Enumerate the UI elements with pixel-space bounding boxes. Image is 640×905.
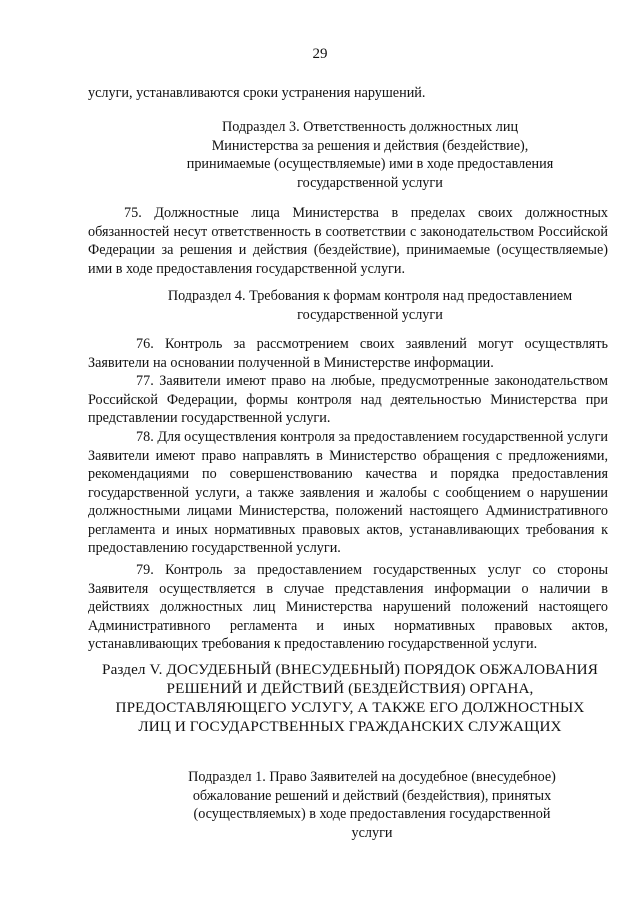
paragraph-78: 78. Для осуществления контроля за предоставлением государственной услуги Заявители имеют право направлять в Министерство обращения с предложениями, рекомендациями по совершенствованию качества и порядка предоставления государственной услуги, а также заявления и жалобы с сообщением о нарушении должностными лицами Министерства, положений настоящего Административного регламента и иных нормативных правовых актов, устанавливающих требования к предоставлению государственной услуги.: [88, 429, 608, 556]
paragraph-75: 75. Должностные лица Министерства в пределах своих должностных обязанностей несут ответственность в соответствии с законодательством Российской Федерации за решения и действия (бездействие), принимаемые (осуществляемые) ими в ходе предоставления государственной услуги.: [88, 205, 608, 277]
page-number: 29: [312, 46, 328, 62]
subsection-4-title: Подраздел 4. Требования к формам контроля над предоставлением государственной услуги: [167, 288, 573, 323]
intro-line: услуги, устанавливаются сроки устранения нарушений.: [88, 85, 426, 101]
paragraph-79: 79. Контроль за предоставлением государственных услуг со стороны Заявителя осуществляется в случае представления информации о наличии в действиях должностных лиц Министерства нарушений положений настоящего Административного регламента и иных нормативных правовых актов, устанавливающих требования к предоставлению государственной услуги.: [88, 562, 608, 652]
section-5-title: Раздел V. ДОСУДЕБНЫЙ (ВНЕСУДЕБНЫЙ) ПОРЯДОК ОБЖАЛОВАНИЯ РЕШЕНИЙ И ДЕЙСТВИЙ (БЕЗДЕЙСТВИЯ) ОРГАНА, ПРЕДОСТАВЛЯЮЩЕГО УСЛУГУ, А ТАКЖЕ ЕГО ДОЛЖНОСТНЫХ ЛИЦ И ГОСУДАРСТВЕННЫХ ГРАЖДАНСКИХ СЛУЖАЩИХ: [102, 661, 598, 735]
paragraph-77: 77. Заявители имеют право на любые, предусмотренные законодательством Российской Федерации, формы контроля над деятельностью Министерства при представлении государственной услуги.: [88, 373, 608, 426]
paragraph-76: 76. Контроль за рассмотрением своих заявлений могут осуществлять Заявители на основании полученной в Министерстве информации.: [88, 336, 608, 371]
subsection-3-title: Подраздел 3. Ответственность должностных лиц Министерства за решения и действия (бездействие), принимаемые (осуществляемые) ими в ходе предоставления государственной услуги: [186, 119, 554, 191]
subsection-1-title: Подраздел 1. Право Заявителей на досудебное (внесудебное) обжалование решений и действий (бездействия), принятых (осуществляемых) в ходе предоставления государственной услуги: [188, 769, 556, 841]
